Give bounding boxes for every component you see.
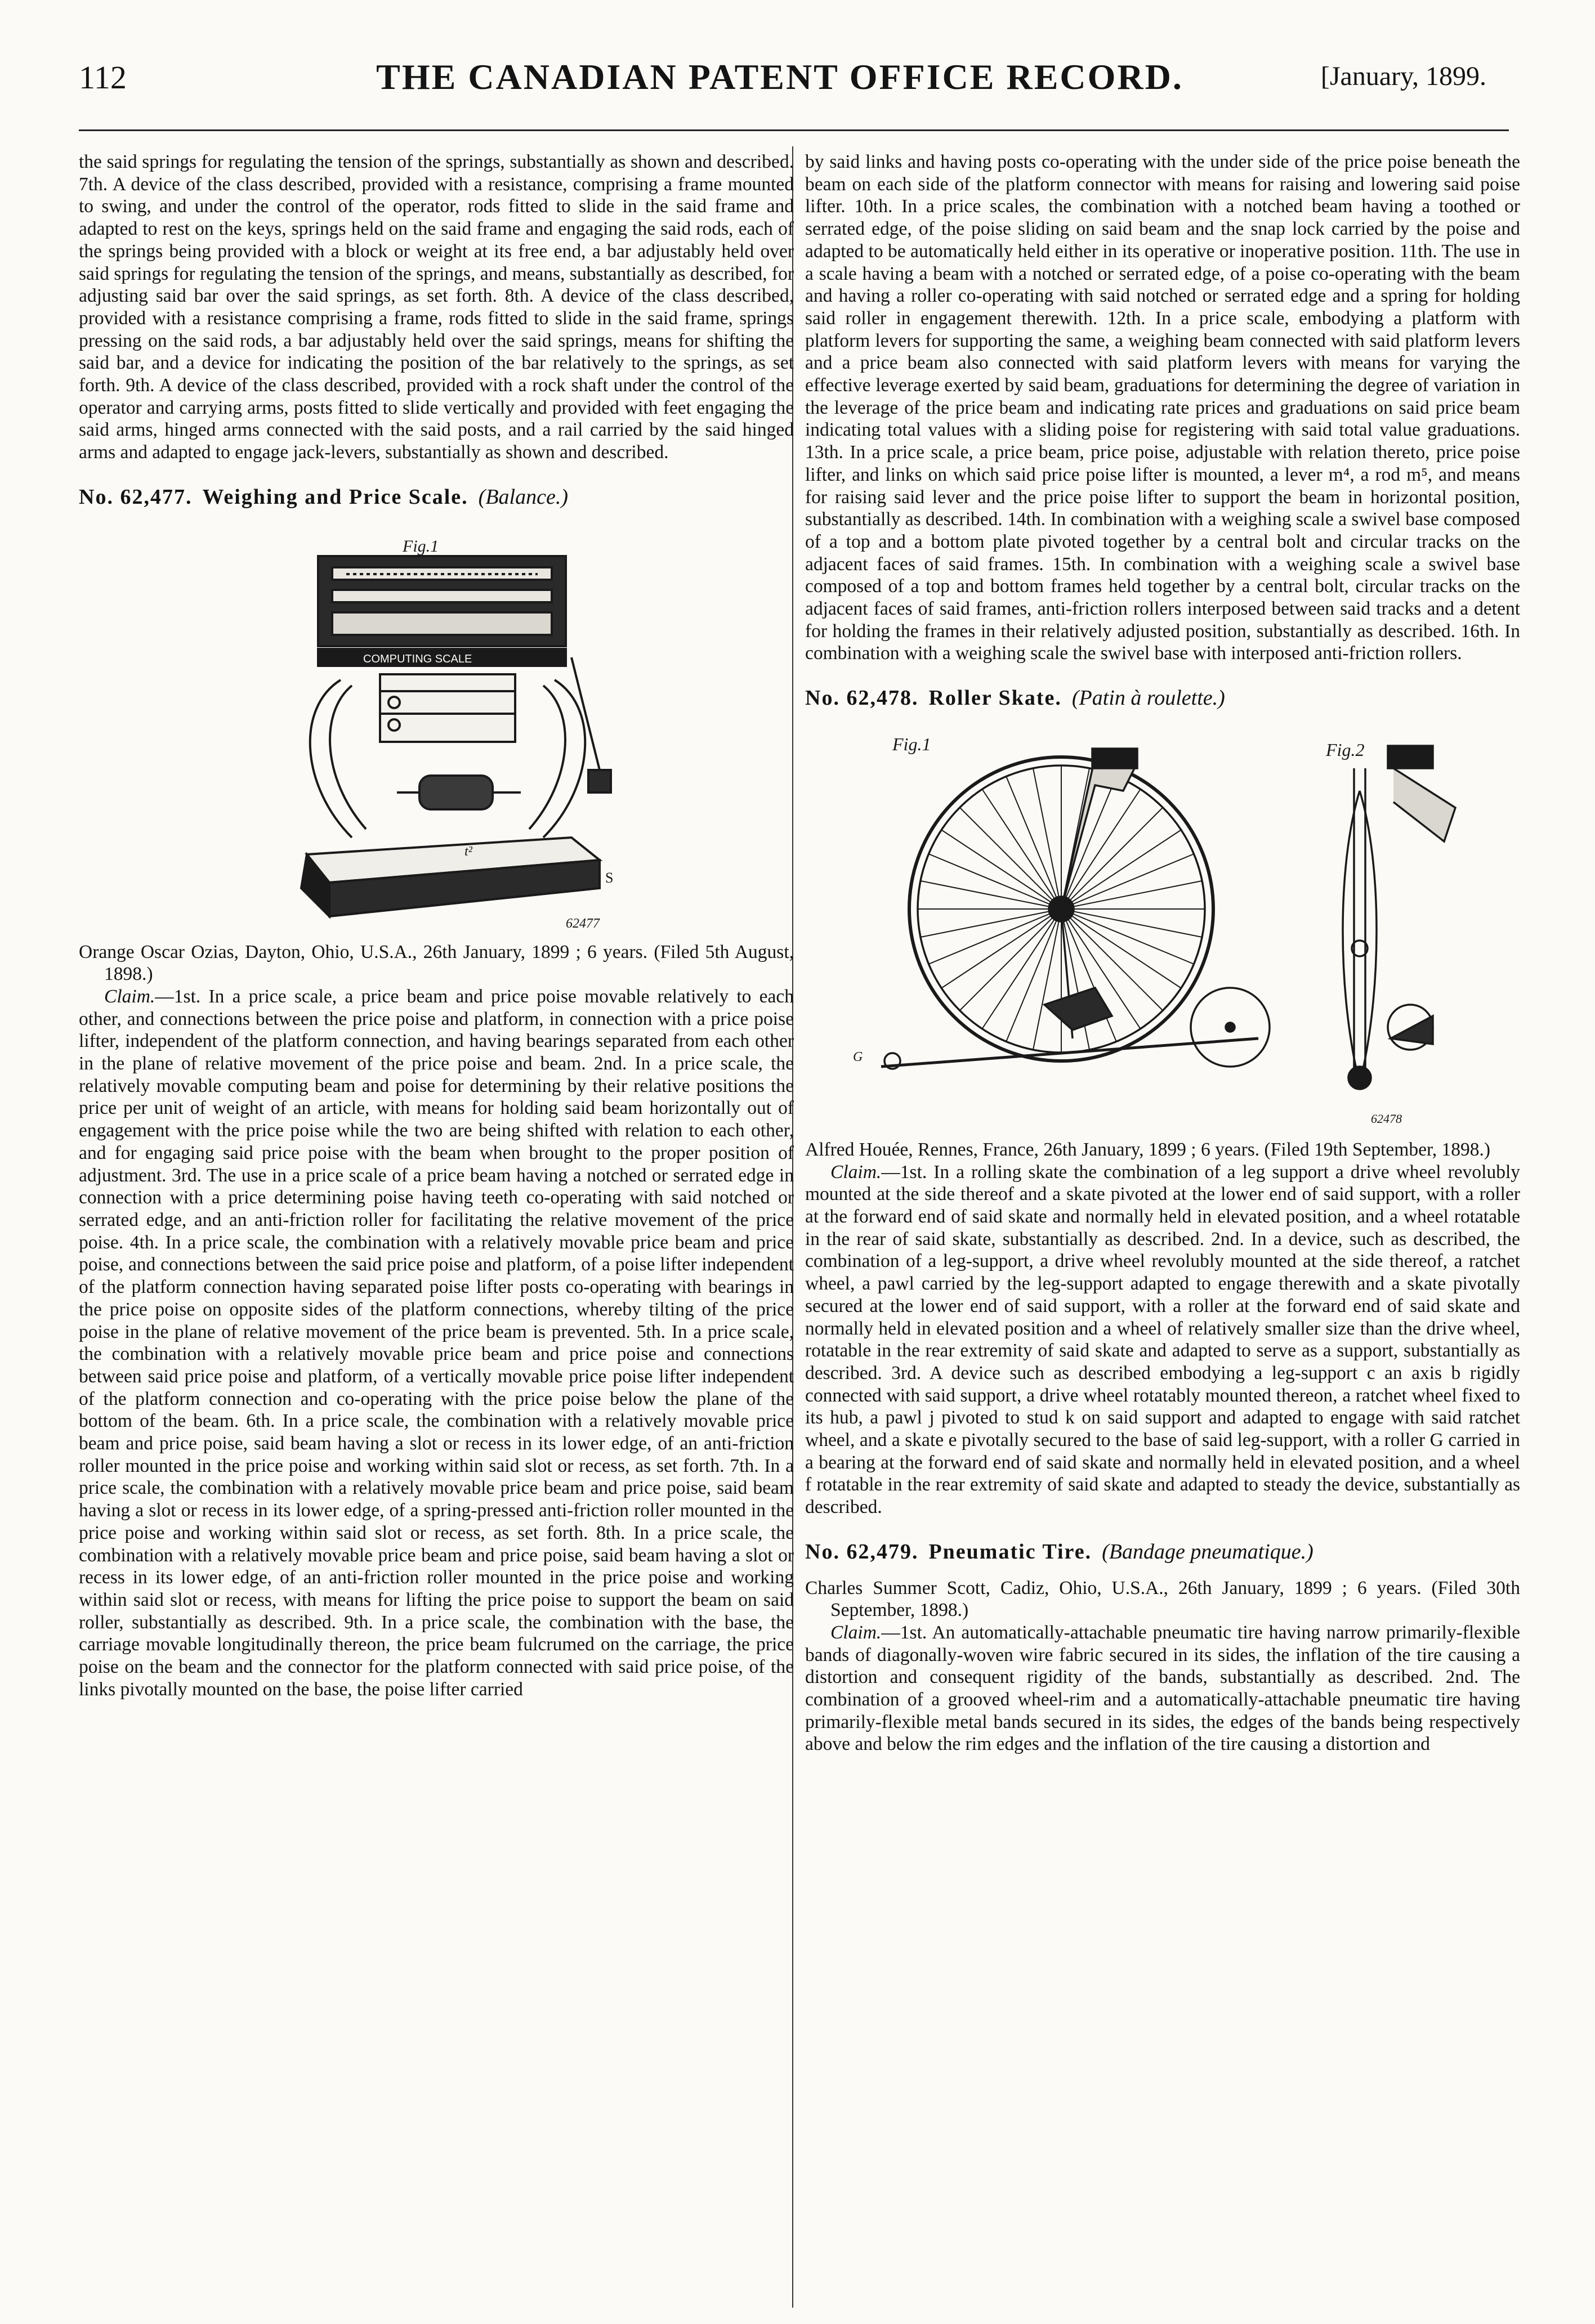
svg-text:COMPUTING SCALE: COMPUTING SCALE [363, 652, 472, 665]
patent-french-title: (Patin à roulette.) [1071, 686, 1225, 710]
claims-paragraph [805, 1161, 1520, 1519]
svg-text:t²: t² [464, 844, 472, 859]
patent-number: No. 62,479. [805, 1539, 919, 1564]
continued-claims-text: the said springs for regulating the tension of the springs, substantially as shown and described. 7th. A device of the class described, provided with a resistance, comprising a frame mounted to swing, and under the control of the operator, rods fitted to slide in the said frame and adapted to rest on the keys, springs held on the said frame and engaging the said rods, each of the springs being provided with a block or weight at its free end, a bar adjustably held over said springs for regulating the tension of the springs, and means, substantially as described, for adjusting said bar over the said springs, as set forth. 8th. A device of the class described, provided with a resistance comprising a frame, rods fitted to slide in the said frame, springs pressing on the said rods, a bar adjustably held over the said springs, means for shifting the said bar, and a device for indicating the position of the bar relatively to the springs, as set forth. 9th. A device of the class described, provided with a rock shaft under the control of the operator and carrying arms, posts fitted to slide vertically and provided with feet engaging the said arms, hinged arms connected with the said posts, and a rail carried by the said hinged arms and adapted to engage jack-levers, substantially as shown and described. [79, 151, 794, 463]
claim-label: Claim. [104, 986, 155, 1007]
claims-paragraph [79, 986, 794, 1701]
page-header [62, 34, 1498, 101]
claims-paragraph [805, 1622, 1520, 1756]
patent-title: Weighing and Price Scale. [202, 485, 468, 509]
claims-text: —1st. An automatically-attachable pneumatic tire having narrow primarily-flexible bands of diagonally-woven wire fabric secured in its sides, the inflation of the tire causing a distortion and consequent rigidity of the bands, substantially as described. 2nd. The combination of a grooved wheel-rim and a automatically-attachable pneumatic tire having primarily-flexible metal bands secured in its sides, the edges of the bands being respectively above and below the rim edges and the inflation of the tire causing a distortion and [805, 1622, 1520, 1755]
patent-number: No. 62,477. [79, 485, 193, 509]
patent-heading-62478 [805, 687, 1520, 710]
figure-number-label: 62477 [566, 916, 600, 931]
inventor-line: Charles Summer Scott, Cadiz, Ohio, U.S.A., 26th January, 1899 ; 6 years. (Filed 30th September, 1898.) [805, 1577, 1520, 1621]
inventor-line: Orange Oscar Ozias, Dayton, Ohio, U.S.A., 26th January, 1899 ; 6 years. (Filed 5th August, 1898.) [79, 941, 794, 985]
svg-text:Fig.1: Fig.1 [892, 733, 931, 754]
continued-claims-text: by said links and having posts co-operating with the under side of the price poise beneath the beam on each side of the platform connector with means for raising and lowering said poise lifter. 10th. In a price scales, the combination with a notched beam having a toothed or serrated edge, of the poise sliding on said beam and the snap lock carried by the poise and adapted to be automatically held either in its operative or inoperative position. 11th. The use in a scale having a beam with a notched or serrated edge, of a poise co-operating with the beam and having a roller co-operating with said notched or serrated edge and a spring for holding said roller in engagement therewith. 12th. In a price scale, embodying a platform with platform levers for supporting the same, a weighing beam connected with said platform levers and a price beam also connected with said platform levers with means for varying the effective leverage exerted by said beam, graduations for determining the degree of variation in the leverage of the price beam and indicating rate prices and graduations on said price beam indicating total values with a sliding poise for registering with said total value graduations. 13th. In a price scale, a price beam, price poise, adjustable with relation thereto, price poise lifter, and links on which said price poise lifter is mounted, a lever m⁴, a rod m⁵, and means for raising said lever and the price poise lifter to support the beam in horizontal position, substantially as described. 14th. In combination with a weighing scale a swivel base composed of a top and a bottom plate pivoted together by a central bolt and circular tracks on the adjacent faces of said frames. 15th. In combination with a weighing scale a swivel base composed of a top and bottom frames held together by a central bolt, circular tracks on the adjacent faces of said frames, anti-friction rollers interposed between said tracks and a detent for holding the frames in their relatively adjusted position, substantially as described. 16th. In combination with a weighing scale the swivel base with interposed anti-friction rollers. [805, 151, 1520, 664]
claim-label: Claim. [830, 1161, 882, 1183]
claims-text: —1st. In a rolling skate the combination of a leg support a drive wheel revolubly mounted at the side thereof and a skate pivoted at the lower end of said support, with a roller at the forward end of said skate and normally held in elevated position, and a wheel rotatable in the rear of said skate, substantially as described. 2nd. In a device, such as described, the combination of a leg-support, a drive wheel revolubly mounted at the side thereof, a ratchet wheel, a pawl carried by the leg-support adapted to engage therewith and a skate pivotally secured at the lower end of said support, with a roller at the forward end of said skate and normally held in elevated position and a wheel of relatively smaller size than the drive wheel, rotatable in the rear extremity of said skate and adapted to serve as a support, substantially as described. 3rd. A device such as described embodying a leg-support c an axis b rigidly connected with said support, a drive wheel rotatably mounted thereon, a ratchet wheel fixed to its hub, a pawl j pivoted to stud k on said support and adapted to engage with said ratchet wheel, and a skate e pivotally secured to the base of said leg-support, with a roller G carried in a bearing at the forward end of said skate and normally held in elevated position, and a wheel f rotatable in the rear extremity of said skate and adapted to steady the device, substantially as described. [805, 1161, 1520, 1518]
figure-number-label: 62478 [1371, 1111, 1402, 1126]
issue-date: [January, 1899. [1320, 61, 1486, 91]
patent-heading-62477 [79, 486, 794, 509]
publication-title: THE CANADIAN PATENT OFFICE RECORD. [376, 57, 1183, 97]
svg-text:Fig.1: Fig.1 [403, 536, 439, 556]
svg-text:Fig.2: Fig.2 [1326, 739, 1365, 760]
svg-text:S: S [605, 869, 614, 886]
weighing-scale-illustration [234, 522, 639, 933]
claims-text: —1st. In a price scale, a price beam and price poise movable relatively to each other, and connections between the price poise and platform, in connection with a price poise lifter, independent of the platform connection, and having bearings separated from each other in the plane of relative movement of the price poise and beam. 2nd. In a price scale, the relatively movable computing beam and poise for determining by their relative positions the price per unit of weight of an article, with means for holding said beam horizontally out of engagement with the price poise while the two are being shifted with relation to each other, and for engaging said price poise with the beam when brought to the proper position of adjustment. 3rd. The use in a price scale of a price beam having a notched or serrated edge in connection with a price determining poise having teeth co-operating with said notched or serrated edge, and an anti-friction roller for facilitating the relative movement of the price poise. 4th. In a price scale, the combination with a relatively movable price beam and price poise, and connections between the said price poise and platform, of a poise lifter independent of the platform connection having separated poise lifter posts co-operating with bearings in the price poise on opposite sides of the platform connections, whereby tilting of the price poise in the plane of relative movement of the price beam is prevented. 5th. In a price scale, the combination with a relatively movable price beam and price poise and connections between said price poise and platform, of a vertically movable price poise lifter independent of the platform connection and co-operating with the price poise below the plane of the bottom of the beam. 6th. In a price scale, the combination with a relatively movable price beam and price poise, said beam having a slot or recess in its lower edge, of an anti-friction roller mounted in the price poise and working within said slot or recess, as set forth. 7th. In a price scale, the combination with a relatively movable price beam and price poise, said beam having a slot or recess in its lower edge, of a spring-pressed anti-friction roller mounted in the price poise and working within said slot or recess, as set forth. 8th. In a price scale, the combination with a relatively movable price beam and price poise, said beam having a slot or recess in its lower edge, of an anti-friction roller mounted in the price poise and working within said slot or recess, with means for lifting the price poise to support the beam on said roller, substantially as described. 9th. In a price scale, the combination with the base, the carriage movable longitudinally thereon, the price beam fulcrumed on the carriage, the price poise on the beam and the connector for the platform connected with said price poise, of the links pivotally mounted on the base, the poise lifter carried [79, 986, 794, 1700]
left-column [79, 151, 794, 1700]
page-number: 112 [79, 59, 127, 96]
patent-french-title: (Balance.) [478, 485, 568, 509]
patent-heading-62479 [805, 1541, 1520, 1564]
patent-french-title: (Bandage pneumatique.) [1102, 1539, 1313, 1564]
patent-number: No. 62,478. [805, 686, 919, 710]
inventor-line: Alfred Houée, Rennes, France, 26th January, 1899 ; 6 years. (Filed 19th September, 1898.) [805, 1139, 1491, 1160]
patent-title: Pneumatic Tire. [928, 1539, 1092, 1564]
header-rule [79, 129, 1509, 131]
roller-skate-illustration [830, 723, 1495, 1129]
right-column [805, 151, 1520, 1756]
claim-label: Claim. [830, 1622, 882, 1643]
patent-title: Roller Skate. [928, 686, 1062, 710]
svg-text:G: G [853, 1049, 863, 1064]
